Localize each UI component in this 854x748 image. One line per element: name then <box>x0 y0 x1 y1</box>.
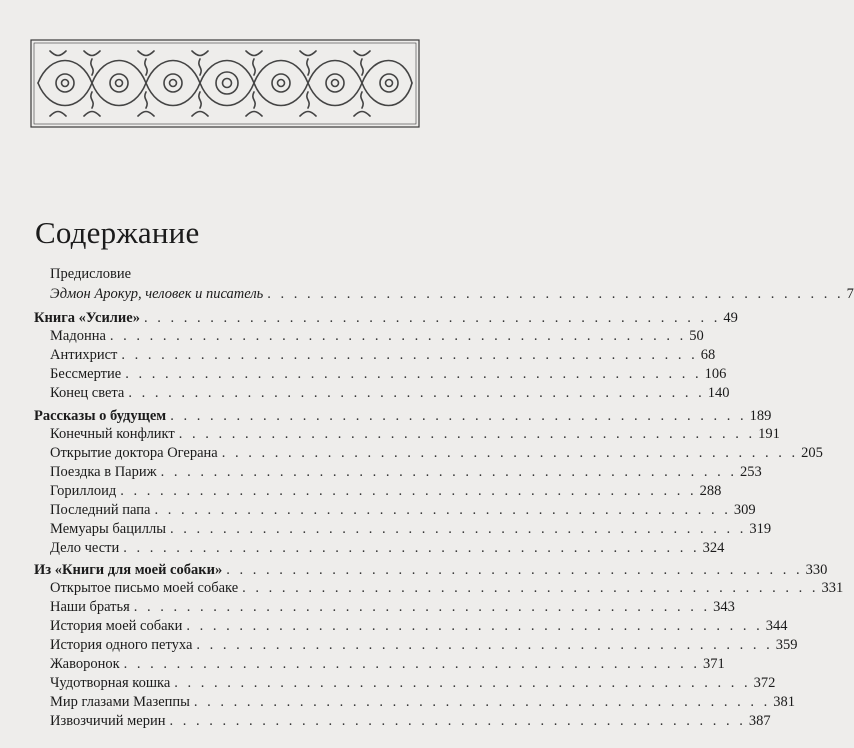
section-heading-page: 49 <box>723 310 738 326</box>
toc-entry-label: Наши братья <box>50 599 130 615</box>
toc-entry-page: 140 <box>707 385 730 401</box>
toc-entry-page: 50 <box>689 328 704 344</box>
toc-entry-label: История моей собаки <box>50 618 183 634</box>
leader-dots: . . . . . . . . . . . . . . . . . . . . . . . . . . . . . . . . . . . . . . . . . . . . <box>174 675 751 691</box>
section-heading-label: Книга «Усилие» <box>34 310 140 326</box>
toc-entry-label: Чудотворная кошка <box>50 675 171 691</box>
toc-entry-label: Мадонна <box>50 328 106 344</box>
toc-entry-page: 343 <box>713 599 735 615</box>
leader-dots: . . . . . . . . . . . . . . . . . . . . . . . . . . . . . . . . . . . . . . . . . . . . <box>154 502 731 518</box>
toc-entry-label: Бессмертие <box>50 366 122 382</box>
toc-entry[interactable] <box>50 597 735 617</box>
leader-dots: . . . . . . . . . . . . . . . . . . . . . . . . . . . . . . . . . . . . . . . . . . . . <box>267 286 844 302</box>
leader-dots: . . . . . . . . . . . . . . . . . . . . . . . . . . . . . . . . . . . . . . . . . . . . <box>120 483 697 499</box>
toc-entry-page: 344 <box>765 618 788 634</box>
toc-entry[interactable] <box>50 578 844 598</box>
section-heading-label: Из «Книги для моей собаки» <box>34 562 223 578</box>
toc-entry-label: Гориллоид <box>50 483 117 499</box>
leader-dots: . . . . . . . . . . . . . . . . . . . . . . . . . . . . . . . . . . . . . . . . . . . . <box>123 656 700 672</box>
toc-entry-page: 68 <box>700 347 716 363</box>
toc-entry-label: Конец света <box>50 385 125 401</box>
leader-dots: . . . . . . . . . . . . . . . . . . . . . . . . . . . . . . . . . . . . . . . . . . . . <box>128 385 705 401</box>
toc-entry-page: 324 <box>702 540 725 556</box>
toc-entry-page: 381 <box>773 694 796 710</box>
toc-entry-label: Эдмон Арокур, человек и писатель <box>50 286 264 302</box>
toc-entry[interactable] <box>50 616 788 636</box>
toc-entry[interactable] <box>50 519 772 539</box>
toc-entry-label: Последний папа <box>50 502 151 518</box>
toc-entry-label: Открытое письмо моей собаке <box>50 580 239 596</box>
toc-entry-label: Мир глазами Мазеппы <box>50 694 190 710</box>
leader-dots: . . . . . . . . . . . . . . . . . . . . . . . . . . . . . . . . . . . . . . . . . . . . <box>169 521 747 537</box>
toc-entry-label: Поездка в Париж <box>50 464 157 480</box>
leader-dots: . . . . . . . . . . . . . . . . . . . . . . . . . . . . . . . . . . . . . . . . . . . . <box>123 540 700 556</box>
toc-entry-page: 309 <box>733 502 756 518</box>
toc-entry-page: 205 <box>801 445 823 461</box>
section-heading[interactable] <box>34 406 772 426</box>
toc-entry[interactable] <box>50 538 725 558</box>
section-heading[interactable] <box>34 308 738 328</box>
toc-entry[interactable] <box>50 345 716 365</box>
leader-dots: . . . . . . . . . . . . . . . . . . . . . . . . . . . . . . . . . . . . . . . . . . . . <box>143 310 721 326</box>
leader-dots: . . . . . . . . . . . . . . . . . . . . . . . . . . . . . . . . . . . . . . . . . . . . <box>186 618 763 634</box>
toc-entry[interactable] <box>50 284 854 304</box>
preface-heading <box>50 264 415 284</box>
toc-entry-label: Антихрист <box>50 347 118 363</box>
toc-entry-label: Открытие доктора Огерана <box>50 445 218 461</box>
toc-entry-page: 372 <box>753 675 776 691</box>
toc-entry[interactable] <box>50 364 727 384</box>
toc-entry-page: 106 <box>704 366 727 382</box>
leader-dots: . . . . . . . . . . . . . . . . . . . . . . . . . . . . . . . . . . . . . . . . . . . . <box>226 562 803 578</box>
toc-entry-label: История одного петуха <box>50 637 193 653</box>
toc-entry[interactable] <box>50 424 780 444</box>
toc-title: Содержание <box>35 215 200 250</box>
leader-dots: . . . . . . . . . . . . . . . . . . . . . . . . . . . . . . . . . . . . . . . . . . . . <box>196 637 773 653</box>
leader-dots: . . . . . . . . . . . . . . . . . . . . . . . . . . . . . . . . . . . . . . . . . . . . <box>178 426 756 442</box>
leader-dots: . . . . . . . . . . . . . . . . . . . . . . . . . . . . . . . . . . . . . . . . . . . . <box>170 408 747 424</box>
toc-entry-page: 331 <box>821 580 844 596</box>
toc-entry[interactable] <box>50 326 704 346</box>
toc-entry-page: 253 <box>740 464 762 480</box>
toc-entry[interactable] <box>50 383 730 403</box>
toc-entry[interactable] <box>50 462 762 482</box>
leader-dots: . . . . . . . . . . . . . . . . . . . . . . . . . . . . . . . . . . . . . . . . . . . . <box>125 366 702 382</box>
toc-entry-page: 288 <box>699 483 722 499</box>
section-heading-label: Рассказы о будущем <box>34 408 167 424</box>
leader-dots: . . . . . . . . . . . . . . . . . . . . . . . . . . . . . . . . . . . . . . . . . . . . <box>133 599 711 615</box>
section-heading[interactable] <box>34 560 828 580</box>
leader-dots: . . . . . . . . . . . . . . . . . . . . . . . . . . . . . . . . . . . . . . . . . . . . <box>160 464 738 480</box>
toc-entry-page: 7 <box>846 286 854 302</box>
toc-entry-page: 319 <box>749 521 772 537</box>
preface-heading-label: Предисловие <box>50 266 132 282</box>
toc-entry[interactable] <box>50 692 796 712</box>
toc-entry[interactable] <box>50 500 756 520</box>
toc-entry[interactable] <box>50 481 722 501</box>
leader-dots: . . . . . . . . . . . . . . . . . . . . . . . . . . . . . . . . . . . . . . . . . . . . <box>121 347 698 363</box>
toc-entry[interactable] <box>50 711 771 731</box>
toc-entry[interactable] <box>50 443 823 463</box>
leader-dots: . . . . . . . . . . . . . . . . . . . . . . . . . . . . . . . . . . . . . . . . . . . . <box>242 580 819 596</box>
toc-entry[interactable] <box>50 654 725 674</box>
toc-entry-label: Мемуары бациллы <box>50 521 166 537</box>
section-heading-page: 189 <box>749 408 772 424</box>
toc-entry-label: Конечный конфликт <box>50 426 175 442</box>
leader-dots: . . . . . . . . . . . . . . . . . . . . . . . . . . . . . . . . . . . . . . . . . . . . <box>193 694 771 710</box>
toc-entry-page: 359 <box>775 637 798 653</box>
toc-entry-page: 191 <box>758 426 780 442</box>
leader-dots: . . . . . . . . . . . . . . . . . . . . . . . . . . . . . . . . . . . . . . . . . . . . <box>169 713 746 729</box>
leader-dots: . . . . . . . . . . . . . . . . . . . . . . . . . . . . . . . . . . . . . . . . . . . . <box>221 445 799 461</box>
toc-entry-label: Дело чести <box>50 540 120 556</box>
section-heading-page: 330 <box>805 562 828 578</box>
leader-dots: . . . . . . . . . . . . . . . . . . . . . . . . . . . . . . . . . . . . . . . . . . . . <box>109 328 687 344</box>
toc-entry-page: 387 <box>748 713 771 729</box>
toc-entry[interactable] <box>50 673 776 693</box>
toc-entry-label: Извозчичий мерин <box>50 713 166 729</box>
toc-entry-page: 371 <box>703 656 725 672</box>
toc-entry-label: Жаворонок <box>50 656 120 672</box>
toc-entry[interactable] <box>50 635 798 655</box>
